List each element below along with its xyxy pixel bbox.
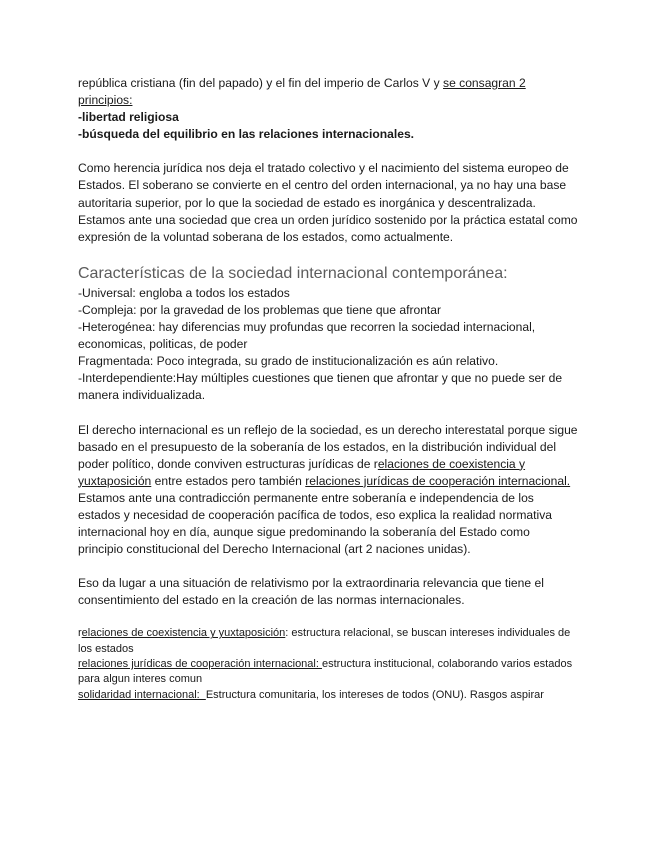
definition-2-text: estructura institucional, colaborando varios estados para algun interes comun: [78, 658, 573, 686]
herencia-paragraph-1: Como herencia jurídica nos deja el tratado colectivo y el nacimiento del sistema europeo de Estados. El soberano se convierte en el centro del orden internacional, ya no hay una base autoritaria superior, por lo que la sociedad de estado es inorgánica y descentralizada.: [78, 161, 569, 210]
definition-2: [78, 657, 578, 688]
principle-2: -búsqueda del equilibrio en las relaciones internacionales.: [78, 127, 415, 142]
list-item: Fragmentada: Poco integrada, su grado de institucionalización es aún relativo.: [78, 354, 499, 369]
definition-1-text: : estructura relacional, se buscan intereses individuales de los estados: [78, 627, 571, 655]
derecho-underlined-2: relaciones jurídicas de cooperación internacional.: [305, 473, 571, 488]
section-heading: Características de la sociedad internacional contemporánea:: [78, 264, 508, 282]
definition-3-text: Estructura comunitaria, los intereses de todos (ONU). Rasgos aspirar: [205, 688, 544, 701]
derecho-text-mid: entre estados pero también: [151, 473, 306, 488]
definition-3-term: solidaridad internacional:: [78, 688, 206, 701]
intro-underlined: se consagran 2 principios:: [78, 76, 526, 108]
derecho-underlined-1: elaciones de coexistencia y yuxtaposición: [78, 456, 526, 488]
definition-1-prefix: r: [78, 627, 82, 640]
definition-1: [78, 626, 578, 657]
list-item: -Heterogénea: hay diferencias muy profundas que recorren la sociedad internacional, economicas, politicas, de poder: [78, 320, 536, 352]
definition-2-term: relaciones jurídicas de cooperación internacional:: [78, 658, 322, 671]
definition-3: [78, 688, 578, 703]
document-page: [78, 75, 578, 703]
intro-text: república cristiana (fin del papado) y el fin del imperio de Carlos V y: [78, 76, 444, 90]
intro-paragraph: [78, 75, 578, 109]
list-item: -Interdependiente:Hay múltiples cuestiones que tienen que afrontar y que no puede ser de manera individualizada.: [78, 371, 563, 403]
relativismo-paragraph: Eso da lugar a una situación de relativismo por la extraordinaria relevancia que tiene el consentimiento del estado en la creación de las normas internacionales.: [78, 576, 544, 608]
derecho-text: El derecho internacional es un reflejo de la sociedad, es un derecho interestatal porque sigue basado en el presupuesto de la soberanía de los estados, en la distribución individual del poder político, donde conviven estructuras jurídicas de r: [78, 422, 578, 471]
definition-1-term: elaciones de coexistencia y yuxtaposición: [81, 627, 286, 640]
list-item: -Universal: engloba a todos los estados: [78, 285, 290, 300]
principle-1: -libertad religiosa: [78, 110, 179, 125]
herencia-paragraph-2: Estamos ante una sociedad que crea un orden jurídico sostenido por la práctica estatal como expresión de la voluntad soberana de los estados, como actualmente.: [78, 212, 578, 244]
list-item: -Compleja: por la gravedad de los problemas que tiene que afrontar: [78, 302, 442, 317]
contradiccion-paragraph: Estamos ante una contradicción permanente entre soberanía e independencia de los estados y necesidad de cooperación pacífica de todos, eso explica la realidad normativa internacional hoy en día, aunque sigue predominando la soberanía del Estado como principio constitucional del Derecho Internacional (art 2 naciones unidas).: [78, 490, 552, 557]
derecho-paragraph: [78, 422, 578, 490]
